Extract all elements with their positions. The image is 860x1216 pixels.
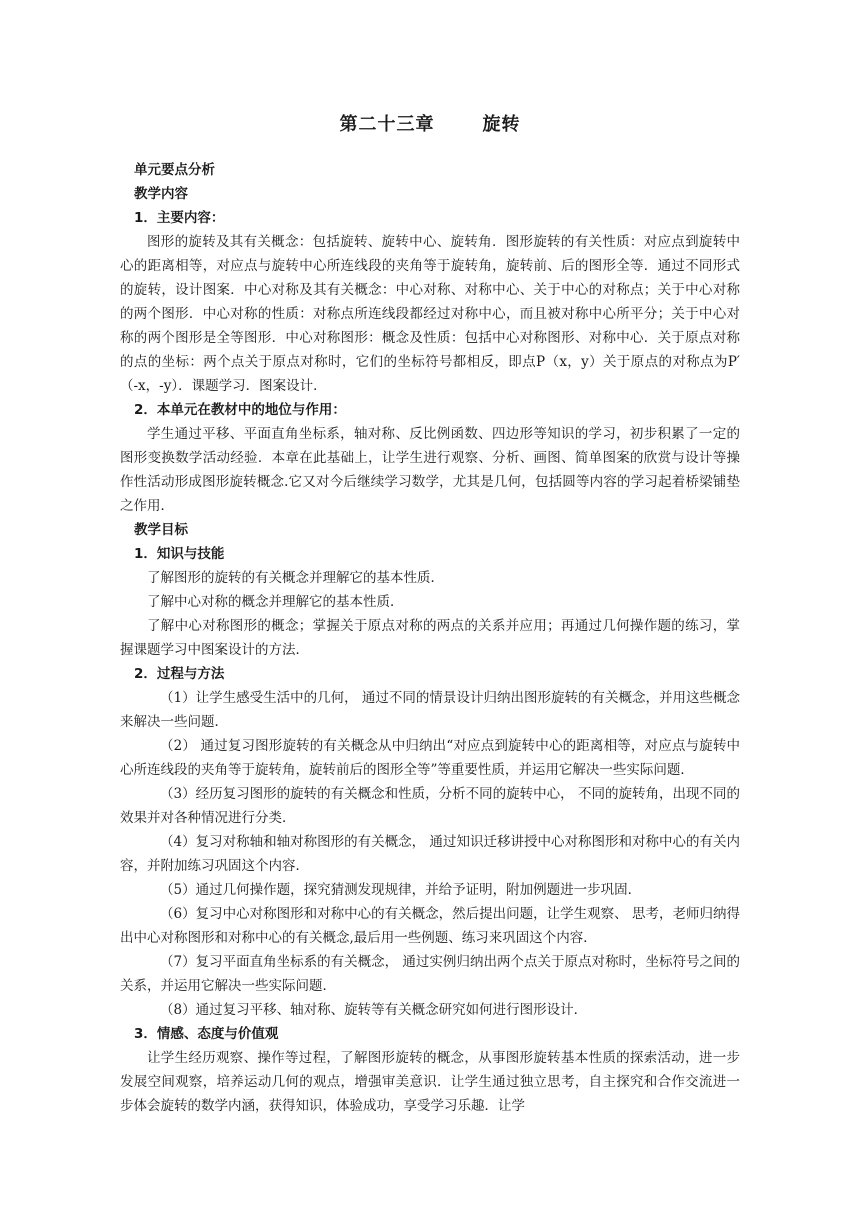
heading-emotion-values: 3．情感、态度与价值观 <box>134 1026 279 1042</box>
heading-status-role: 2．本单元在教材中的地位与作用： <box>134 402 346 418</box>
chapter-name: 旋转 <box>482 114 521 135</box>
process-item: （2） 通过复习图形旋转的有关概念从中归纳出“对应点到旋转中心的距离相等，对应点与旋转中心所连线段的夹角等于旋转角，旋转前后的图形全等”等重要性质，并运用它解决一些实际问题． <box>120 738 740 778</box>
process-item: （7）复习平面直角坐标系的有关概念， 通过实例归纳出两个点关于原点对称时，坐标符号之间的关系，并运用它解决一些实际问题． <box>120 954 740 994</box>
goal-paragraph: 了解中心对称图形的概念；掌握关于原点对称的两点的关系并应用；再通过几何操作题的练习，掌握课题学习中图案设计的方法． <box>120 618 740 658</box>
process-item: （1）让学生感受生活中的几何， 通过不同的情景设计归纳出图形旋转的有关概念，并用这些概念来解决一些问题． <box>120 690 740 730</box>
process-item: （4）复习对称轴和轴对称图形的有关概念， 通过知识迁移讲授中心对称图形和对称中心的有关内容，并附加练习巩固这个内容． <box>120 834 740 874</box>
process-item: （8）通过复习平移、轴对称、旋转等有关概念研究如何进行图形设计． <box>160 1002 588 1018</box>
goal-line: 了解图形的旋转的有关概念并理解它的基本性质． <box>147 570 444 586</box>
process-item: （3）经历复习图形的旋转的有关概念和性质，分析不同的旋转中心， 不同的旋转角，出现不同的效果并对各种情况进行分类． <box>120 786 740 826</box>
heading-unit-analysis: 单元要点分析 <box>134 162 215 178</box>
process-item: （5）通过几何操作题，探究猜测发现规律，并给予证明，附加例题进一步巩固． <box>160 882 642 898</box>
process-item: （6）复习中心对称图形和对称中心的有关概念，然后提出问题，让学生观察、 思考，老师归纳得出中心对称图形和对称中心的有关概念,最后用一些例题、练习来巩固这个内容． <box>120 906 740 946</box>
document-page <box>120 110 740 1118</box>
paragraph-status-role: 学生通过平移、平面直角坐标系，轴对称、反比例函数、四边形等知识的学习，初步积累了一定的图形变换数学活动经验．本章在此基础上，让学生进行观察、分析、画图、简单图案的欣赏与设计等操作性活动形成图形旋转概念.它又对今后继续学习数学，尤其是几何，包括圆等内容的学习起着桥梁铺垫之作用． <box>120 426 740 514</box>
heading-knowledge-skills: 1．知识与技能 <box>134 546 225 562</box>
chapter-number: 第二十三章 <box>339 114 435 135</box>
heading-teaching-goals: 教学目标 <box>134 522 188 538</box>
goal-line: 了解中心对称的概念并理解它的基本性质． <box>147 594 404 610</box>
heading-main-content: 1．主要内容： <box>134 210 225 226</box>
heading-teaching-content: 教学内容 <box>134 186 188 202</box>
heading-process-methods: 2．过程与方法 <box>134 666 225 682</box>
paragraph-emotion-values: 让学生经历观察、操作等过程，了解图形旋转的概念，从事图形旋转基本性质的探索活动，进一步发展空间观察，培养运动几何的观点，增强审美意识．让学生通过独立思考，自主探究和合作交流进一步体会旋转的数学内涵，获得知识，体验成功，享受学习乐趣．让学 <box>120 1050 740 1114</box>
chapter-title <box>120 110 740 136</box>
paragraph-main-content: 图形的旋转及其有关概念：包括旋转、旋转中心、旋转角．图形旋转的有关性质：对应点到旋转中心的距离相等，对应点与旋转中心所连线段的夹角等于旋转角，旋转前、后的图形全等．通过不同形式的旋转，设计图案．中心对称及其有关概念：中心对称、对称中心、关于中心的对称点；关于中心对称的两个图形．中心对称的性质：对称点所连线段都经过对称中心，而且被对称中心所平分；关于中心对称的两个图形是全等图形．中心对称图形：概念及性质：包括中心对称图形、对称中心．关于原点对称的点的坐标：两个点关于原点对称时，它们的坐标符号都相反，即点P（x，y）关于原点的对称点为P′（-x，-y）．课题学习．图案设计． <box>120 234 740 394</box>
